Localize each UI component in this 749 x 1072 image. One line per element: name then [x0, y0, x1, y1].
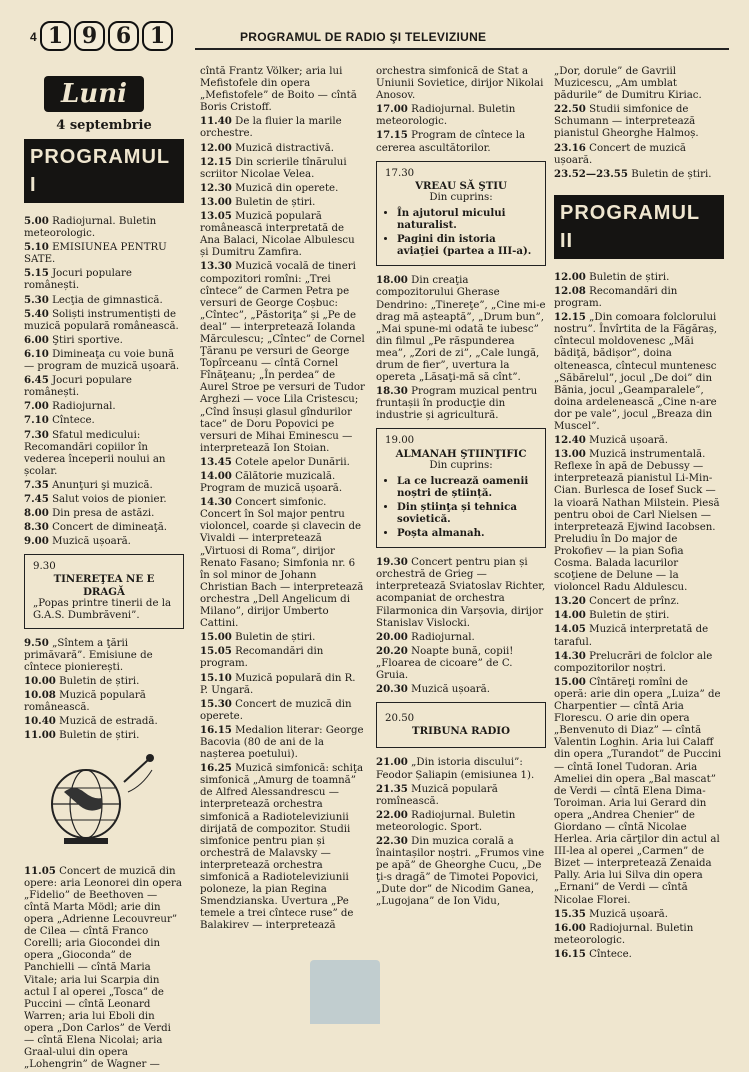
tineretea-box [24, 554, 184, 628]
entry-time: 5.00 [24, 215, 49, 227]
entry-time: 14.00 [200, 470, 232, 482]
entry-time: 18.30 [376, 385, 408, 398]
program-entry [24, 493, 184, 506]
tribuna-box [376, 702, 546, 748]
program-entry [554, 285, 724, 310]
entry-text: Din muzica corală a înaintașilor noștri. „Frumos vine pe apă” de Gheorghe Cucu, „De ţi-s dragă” de Timotei Popovici, „Dute dor” de Nicodim Ganea, „Lugojana” de Ion Vidu, [376, 835, 545, 908]
program-entry [24, 308, 184, 333]
entry-text: cîntă Frantz Völker; aria lui Mefistofele din opera „Mefistofele” de Boito — cîntă Boris Cristoff. [200, 66, 357, 114]
program-entry [376, 556, 546, 630]
entry-time: 12.15 [200, 155, 232, 168]
box-time: 17.30 [385, 167, 415, 179]
program-entry [24, 479, 184, 492]
entry-time: 9.00 [24, 535, 49, 548]
program-entry [24, 689, 184, 714]
entry-text: Muzică interpretată de taraful. [554, 624, 709, 648]
entry-time: 22.30 [376, 834, 408, 847]
entry-text: Concert de prînz. [589, 596, 680, 608]
entry-text: „Din comoara folclorului nostru”. Învîrtita de la Făgăraș, cîntecul moldovenesc „Măi bădiţă, bădișor”, doina olteneasca, cîntecul muntenesc „Săbărelul”, jocul „De doi” din Bănia, jocul „Geamparalele”, doina ardelenească „Cine n-are dor pe vale”, jocul „Breaza din Muscel”. [554, 312, 718, 432]
box-item: • În ajutorul micului naturalist. [397, 207, 537, 231]
entry-time: 6.45 [24, 374, 49, 387]
program-entry [24, 675, 184, 688]
program-entry [376, 129, 546, 154]
program-entry [200, 631, 365, 644]
entry-text: Muzică ușoară. [589, 908, 668, 920]
entry-text: Radiojurnal. [52, 401, 116, 413]
entry-time: 10.00 [24, 675, 56, 688]
entry-time: 12.00 [200, 141, 232, 154]
entry-time: 13.20 [554, 595, 586, 608]
entry-time: 10.08 [24, 689, 56, 702]
program-entry [200, 698, 365, 723]
program-entry [554, 271, 724, 284]
entry-text: Ştiri sportive. [52, 334, 123, 346]
program-entry [554, 311, 724, 433]
program-entry [376, 645, 546, 682]
entry-text: Program de cîntece la cererea ascultătorilor. [376, 130, 526, 154]
entry-time: 18.00 [376, 274, 408, 287]
entry-time: 5.10 [24, 241, 49, 254]
entry-text: Prelucrări de folclor ale compozitorilor noștri. [554, 650, 713, 674]
entry-time: 20.30 [376, 683, 408, 696]
archive-stamp [310, 960, 380, 1024]
program-entry [554, 948, 724, 961]
entry-text: EMISIUNEA PENTRU SATE. [24, 242, 167, 266]
year-digit: 1 [142, 21, 173, 51]
entry-text: Program muzical pentru fruntașii în producţie din industrie și agricultură. [376, 386, 538, 422]
program-entry [376, 783, 546, 808]
page-header [0, 18, 749, 52]
entry-text: Buletin de știri. [59, 730, 140, 742]
entry-time: 14.05 [554, 623, 586, 636]
entry-text: Studii simfonice de Schumann — interpretează pianistul Gheorghe Halmoș. [554, 104, 699, 140]
program-entry [376, 385, 546, 422]
program-entry [200, 182, 365, 195]
entry-time: 20.00 [376, 630, 408, 643]
program-entry [24, 865, 184, 1072]
program-entry [200, 156, 365, 181]
entry-text: Muzică ușoară. [589, 435, 668, 447]
entry-text: Noapte bună, copii! „Floarea de cicoare” de C. Gruia. [376, 645, 514, 682]
box-subtitle: Din cuprins: [429, 191, 493, 203]
entry-text: Buletin de știri. [631, 168, 712, 180]
program-entry [24, 400, 184, 413]
entry-text: Cîntece. [52, 415, 95, 427]
entry-time: 13.45 [200, 455, 232, 468]
column-4 [554, 66, 724, 962]
box-title: TRIBUNA RADIO [412, 725, 510, 738]
entry-time: 15.05 [200, 645, 232, 658]
entry-time: 5.15 [24, 267, 49, 280]
entry-time: 23.16 [554, 141, 586, 154]
box-time: 19.00 [385, 435, 415, 447]
entry-text: Din scrierile tînărului scriitor Nicolae Velea. [200, 156, 347, 180]
entry-text: Anunţuri şi muzică. [52, 479, 153, 491]
program-entry [200, 210, 365, 259]
program-entry [200, 496, 365, 630]
program-2-banner: PROGRAMUL II [554, 195, 724, 259]
program-entry [200, 470, 365, 495]
program-entry [554, 448, 724, 594]
entry-time: 14.30 [200, 496, 232, 509]
vreau-sa-stiu-box [376, 161, 546, 267]
program-entry [24, 348, 184, 373]
entry-time: 12.00 [554, 270, 586, 283]
program-entry [24, 334, 184, 347]
entry-time: 22.00 [376, 808, 408, 821]
program-entry [24, 374, 184, 399]
box-title: TINEREŢEA NE E DRAGĂ [53, 573, 155, 598]
program-entry [376, 835, 546, 909]
entry-time: 6.00 [24, 333, 49, 346]
program-entry [24, 729, 184, 742]
entry-text: Din presa de astăzi. [52, 508, 155, 520]
entry-time: 13.05 [200, 210, 232, 223]
program-entry [24, 294, 184, 307]
program-entry [376, 683, 546, 696]
entry-text: Sfatul medicului: Recomandări copiilor în vederea începerii noului an școlar. [24, 429, 166, 477]
entry-text: De la fluier la marile orchestre. [200, 116, 342, 140]
program-entry [554, 609, 724, 622]
entry-time: 14.30 [554, 649, 586, 662]
day-title: Luni [44, 76, 144, 112]
program-entry [24, 535, 184, 548]
schedule-list [554, 271, 724, 961]
entry-time: 21.00 [376, 756, 408, 769]
entry-text: Radiojurnal. [411, 631, 475, 643]
entry-time: 11.00 [24, 729, 56, 742]
entry-time: 16.25 [200, 762, 232, 775]
box-subtitle: Din cuprins: [429, 459, 493, 471]
program-entry [554, 434, 724, 447]
radio-globe-illustration [24, 752, 164, 847]
entry-text: Călătorie muzicală. Program de muzică ușoară. [200, 471, 343, 495]
column-1 [24, 66, 184, 1072]
entry-text: Buletin de știri. [589, 271, 670, 283]
program-entry [24, 414, 184, 427]
program-entry [200, 672, 365, 697]
entry-text: Soliști instrumentiști de muzică populară românească. [24, 308, 179, 332]
almanah-box [376, 428, 546, 548]
entry-time: 13.30 [200, 260, 232, 273]
entry-text: „Dor, dorule” de Gavriil Muzicescu, „Am umblat pădurile” de Dumitru Kiriac. [554, 66, 702, 102]
box-subtitle: „Popas printre tinerii de la G.A.S. Dumbrăveni”. [33, 597, 172, 621]
entry-text: „Sîntem a ţării primăvară”. Emisiune de cîntece pionierești. [24, 637, 153, 673]
entry-text: Radiojurnal. Buletin meteorologic. [24, 216, 157, 240]
entry-text: Muzică din operete. [235, 182, 339, 194]
year-digit: 9 [74, 21, 105, 51]
entry-text: Muzică populară românească. [24, 690, 146, 714]
entry-text: Din creaţia compozitorului Gherase Dendrino: „Tinereţe”, „Cine mi-e drag mă așteaptă”, „Drum bun”, „Mai spune-mi odată te iubesc” din filmul „Pe răspunderea mea”, „Zori de zi”, „Cale lungă, drum de fier”, uvertura la opereta „Lăsaţi-mă să cînt”. [376, 275, 546, 384]
program-entry [24, 267, 184, 292]
entry-time: 17.15 [376, 129, 408, 142]
program-entry [200, 66, 365, 114]
entry-text: Buletin de știri. [59, 676, 140, 688]
program-entry [554, 168, 724, 181]
year-logo [40, 21, 173, 51]
program-entry [24, 507, 184, 520]
entry-text: Muzică populară din R. P. Ungară. [200, 672, 356, 696]
schedule-list [24, 215, 184, 548]
entry-time: 11.40 [200, 115, 232, 128]
program-entry [554, 922, 724, 947]
program-entry [376, 274, 546, 384]
program-entry [554, 650, 724, 675]
entry-time: 5.30 [24, 293, 49, 306]
entry-time: 13.00 [200, 195, 232, 208]
header-rule [195, 48, 729, 50]
year-digit: 6 [108, 21, 139, 51]
entry-time: 7.30 [24, 428, 49, 441]
entry-text: Concert de muzică ușoară. [554, 142, 686, 166]
entry-time: 12.15 [554, 311, 586, 324]
entry-time: 23.52—23.55 [554, 167, 628, 180]
entry-time: 14.00 [554, 609, 586, 622]
program-entry [554, 676, 724, 907]
entry-time: 21.35 [376, 782, 408, 795]
entry-time: 10.40 [24, 715, 56, 728]
entry-time: 16.15 [200, 723, 232, 736]
entry-text: Salut voios de pionier. [52, 493, 167, 505]
entry-text: Buletin de știri. [235, 196, 316, 208]
program-entry [554, 595, 724, 608]
entry-text: Buletin de știri. [589, 610, 670, 622]
box-time: 9.30 [33, 561, 56, 573]
program-entry [200, 196, 365, 209]
entry-time: 9.50 [24, 636, 49, 649]
program-entry [200, 645, 365, 670]
schedule-list [200, 66, 365, 932]
schedule-list [554, 66, 724, 181]
entry-text: Lecţia de gimnastică. [52, 294, 163, 306]
program-entry [24, 521, 184, 534]
program-entry [376, 103, 546, 128]
entry-time: 15.10 [200, 671, 232, 684]
program-entry [554, 142, 724, 167]
schedule-list [376, 556, 546, 696]
entry-time: 22.50 [554, 103, 586, 116]
entry-time: 16.15 [554, 947, 586, 960]
entry-text: Concert simfonic. Concert în Sol major pentru violoncel, coarde și clavecin de Vivaldi — interpretează „Virtuosi di Roma”, dirijor Renato Fasano; Simfonia nr. 6 în sol minor de Johann Christian Bach — interpretează orchestra „Dell Angelicum di Milano”, dirijor Umberto Cattini. [200, 497, 364, 630]
entry-time: 13.00 [554, 448, 586, 461]
entry-time: 7.35 [24, 478, 49, 491]
program-entry [24, 429, 184, 478]
date-label: 4 septembrie [56, 118, 152, 133]
entry-text: Muzică vocală de tineri compozitori romîni: „Trei cîntece” de Carmen Petra pe versuri de George Coșbuc: „Cîntec”, „Păstoriţa” și „Pe de deal” — interpretează Iolanda Mărculescu; „Cîntec” de Cornel Ţăranu pe versuri de George Topîrceanu — cîntă Cornel Fînăţeanu; „În perdea” de Aurel Stroe pe versuri de Tudor Arghezi — voce Lila Cristescu; „Cînd însuși glasul gîndurilor tace” de Doru Popovici pe versuri de Mihai Eminescu — interpretează Ion Stoian. [200, 261, 365, 454]
entry-time: 15.00 [200, 631, 232, 644]
program-entry [200, 260, 365, 455]
entry-time: 15.00 [554, 675, 586, 688]
program-entry [24, 215, 184, 240]
entry-text: Jocuri populare românești. [24, 375, 132, 399]
entry-text: Dimineaţa cu voie bună — program de muzică ușoară. [24, 348, 180, 373]
entry-text: Recomandări din program. [200, 646, 324, 670]
entry-text: Radiojurnal. Buletin meteorologic. [376, 104, 516, 128]
entry-time: 12.08 [554, 284, 586, 297]
entry-text: Radiojurnal. Buletin meteorologic. [554, 922, 694, 946]
program-entry [200, 724, 365, 761]
entry-text: Radiojurnal. Buletin meteorologic. Sport. [376, 809, 516, 833]
header-title: PROGRAMUL DE RADIO ŞI TELEVIZIUNE [240, 30, 487, 44]
program-entry [554, 908, 724, 921]
entry-text: Muzică instrumentală. Reflexe în apă de Debussy — interpretează pianistul Li-Min-Cian. Burlesca de Iosef Suck — la vioară Nathan Milstein. Piesă pentru oboi de Carl Nielsen — interpretează Ejwind Iacobsen. Preludiu în Do major de Prokofiev — la pian Sofia Cosma. Balada lacurilor scoţiene de Delune — la violoncel Radu Aldulescu. [554, 449, 720, 594]
entry-text: Muzică simfonică: schiţa simfonică „Amurg de toamnă” de Alfred Alessandrescu — interpretează orchestra simfonică a Radioteleviziunii dirijată de compozitor. Studii simfonice pentru pian și orchestră de Malavsky — interpretează orchestra simfonică a Radioteleviziunii poloneze, la pian Regina Smendzianska. Uvertura „Pe temele a trei cîntece ruse” de Balakirev — interpretează [200, 763, 364, 932]
entry-text: Muzică populară românească interpretată de Ana Balaci, Nicolae Albulescu și Dumitru Zamfira. [200, 211, 355, 259]
entry-time: 20.20 [376, 644, 408, 657]
box-item: • Din știinţa și tehnica sovietică. [397, 501, 537, 525]
schedule-list [376, 66, 546, 155]
schedule-list [24, 865, 184, 1072]
box-title: ALMANAH ŞTIINŢIFIC [395, 447, 527, 460]
entry-time: 11.05 [24, 864, 56, 877]
entry-text: „Din istoria discului”: Feodor Șaliapin (emisiunea 1). [376, 757, 535, 781]
entry-text: Muzică de estradă. [59, 716, 158, 728]
entry-text: orchestra simfonică de Stat a Uniunii Sovietice, dirijor Nikolai Anosov. [376, 66, 544, 102]
box-item: • Pagini din istoria aviaţiei (partea a III-a). [397, 233, 537, 257]
entry-text: Concert de muzică din operete. [200, 698, 352, 722]
program-entry [554, 623, 724, 648]
entry-text: Cîntăreţi romîni de operă: arie din opera „Luiza” de Charpentier — cîntă Aria Florescu. O arie din opera „Benvenuto di Diaz” — cîntă Valentin Loghin. Aria lui Calaff din opera „Turandot” de Puccini — cîntă Ionel Tudoran. Aria Ameliei din opera „Bal mascat” de Verdi — cîntă Elena Dima-Toroiman. Aria lui Gerard din opera „Andrea Chenier” de Giordano — cîntă Nicolae Herlea. Aria cărţilor din actul al III-lea al operei „Carmen” de Bizet — interpretează Zenaida Pally. Aria lui Silva din opera „Ernani” de Verdi — cîntă Nicolae Florei. [554, 676, 722, 906]
program-entry [24, 715, 184, 728]
entry-time: 7.10 [24, 414, 49, 427]
entry-text: Buletin de știri. [235, 632, 316, 644]
box-time: 20.50 [385, 713, 415, 725]
program-1-banner: PROGRAMUL I [24, 139, 184, 203]
entry-time: 6.10 [24, 347, 49, 360]
program-entry [24, 241, 184, 266]
entry-time: 8.30 [24, 521, 49, 534]
entry-time: 5.40 [24, 307, 49, 320]
entry-time: 12.30 [200, 181, 232, 194]
entry-time: 8.00 [24, 507, 49, 520]
entry-time: 12.40 [554, 434, 586, 447]
box-item: • Poșta almanah. [397, 527, 537, 539]
entry-text: Concert de muzică din opere: aria Leonorei din opera „Fidelio” de Beethoven — cîntă Marta Mödl; arie din opera „Adrienne Lecouvreur” de Cilea — cîntă Franco Corelli; aria Giocondei din opera „Gioconda” de Panchielli — cîntă Maria Vitale; aria lui Scarpia din actul I al operei „Tosca” de Puccini — cîntă Leonard Warren; aria lui Eboli din opera „Don Carlos” de Verdi — cîntă Elena Nicolai; aria Graal-ului din opera „Lohengrin” de Wagner — [24, 865, 182, 1071]
schedule-list [376, 274, 546, 422]
entry-text: Concert de dimineaţă. [52, 522, 168, 534]
program-entry [376, 631, 546, 644]
program-entry [200, 762, 365, 932]
box-title: VREAU SĂ ŞTIU [415, 179, 507, 192]
year-digit: 1 [40, 21, 71, 51]
column-3 [376, 66, 546, 910]
entry-time: 15.30 [200, 697, 232, 710]
entry-text: Concert pentru pian și orchestră de Grieg — interpretează Sviatoslav Richter, acompaniat de orchestra Filarmonica din Varșovia, dirijor Stanislav Vislocki. [376, 557, 546, 629]
entry-text: Recomandări din program. [554, 285, 678, 310]
entry-text: Cotele apelor Dunării. [235, 456, 350, 468]
program-entry [376, 809, 546, 834]
page-number: 4 [30, 30, 37, 44]
entry-text: Muzică ușoară. [52, 536, 131, 548]
entry-text: Cîntece. [589, 948, 632, 960]
entry-time: 19.30 [376, 556, 408, 569]
program-entry [376, 66, 546, 102]
program-entry [554, 103, 724, 140]
column-2 [200, 66, 365, 933]
entry-time: 7.00 [24, 400, 49, 413]
program-entry [376, 756, 546, 781]
schedule-list [24, 637, 184, 743]
entry-time: 16.00 [554, 921, 586, 934]
program-entry [200, 142, 365, 155]
entry-time: 15.35 [554, 907, 586, 920]
box-item: • La ce lucrează oamenii noștri de știință. [397, 475, 537, 499]
entry-time: 17.00 [376, 103, 408, 116]
entry-time: 7.45 [24, 492, 49, 505]
entry-text: Muzică ușoară. [411, 684, 490, 696]
entry-text: Medalion literar: George Bacovia (80 de ani de la nașterea poetului). [200, 724, 364, 761]
program-entry [24, 637, 184, 674]
schedule-list [376, 756, 546, 908]
entry-text: Muzică distractivă. [235, 142, 334, 154]
program-entry [200, 115, 365, 140]
program-entry [554, 66, 724, 102]
program-entry [200, 456, 365, 469]
entry-text: Jocuri populare românești. [24, 268, 132, 292]
entry-text: Muzică populară romînească. [376, 783, 498, 807]
